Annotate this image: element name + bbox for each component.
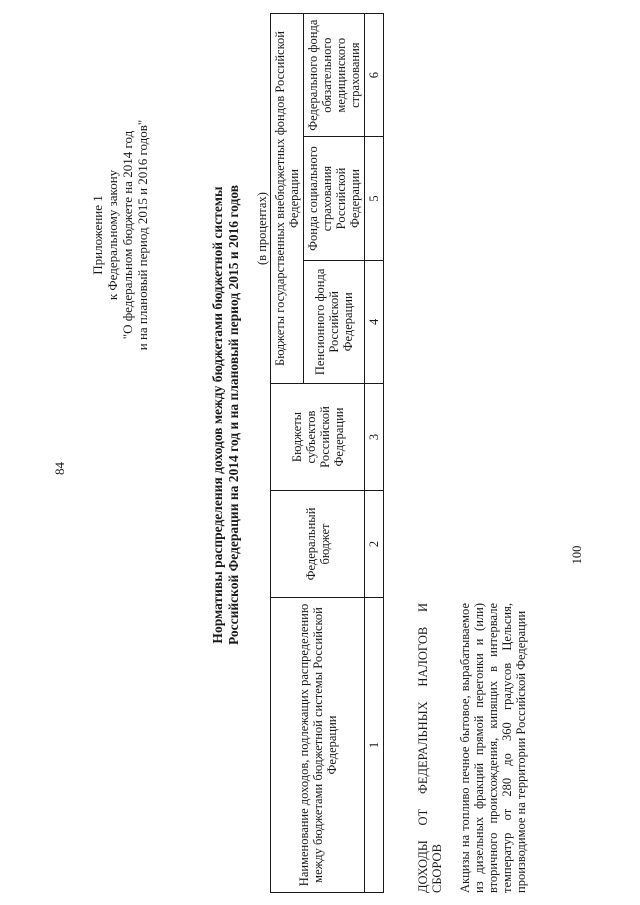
header-social-insurance-fund: Фонда социального страхования Российской Федерации bbox=[304, 137, 365, 260]
appendix-header bbox=[90, 25, 150, 445]
title-line-1: Нормативы распределения доходов между бюджетами бюджетной системы bbox=[210, 186, 225, 644]
column-number-row bbox=[365, 14, 384, 893]
title-line-2: Российской Федерации на 2014 год и на плановый период 2015 и 2016 годов bbox=[226, 184, 241, 646]
section-title: ДОХОДЫ ОТ ФЕДЕРАЛЬНЫХ НАЛОГОВ И СБОРОВ bbox=[416, 603, 444, 893]
header-income-name: Наименование доходов, подлежащих распределению между бюджетами бюджетной системы Российской Федерации bbox=[271, 598, 365, 893]
appendix-line-1: Приложение 1 bbox=[90, 195, 105, 275]
header-extrabudgetary-funds: Бюджеты государственных внебюджетных фондов Российской Федерации bbox=[271, 14, 304, 384]
appendix-line-4: и на плановый период 2015 и 2016 годов" bbox=[135, 119, 150, 351]
column-number: 5 bbox=[365, 137, 384, 260]
table-row-federal-value: 100 bbox=[570, 545, 584, 565]
column-number: 4 bbox=[365, 260, 384, 383]
header-pension-fund: Пенсионного фонда Российской Федерации bbox=[304, 260, 365, 383]
header-regional-budgets: Бюджеты субъектов Российской Федерации bbox=[271, 384, 365, 491]
table-row-name: Акцизы на топливо печное бытовое, вырабатываемое из дизельных фракций прямой перегонки и (или) вторичного происхождения, кипящих в интервале температур от 280 до 360 градусов Цельсия, производимое на территории Российской Федерации bbox=[458, 603, 528, 893]
document-title bbox=[210, 5, 242, 825]
unit-note: (в процентах) bbox=[255, 192, 269, 265]
column-number: 2 bbox=[365, 491, 384, 598]
table-body-rows bbox=[416, 603, 528, 893]
header-medical-insurance-fund: Федерального фонда обязательного медицинского страхования bbox=[304, 14, 365, 137]
page-number: 84 bbox=[52, 462, 67, 475]
header-row-top bbox=[271, 14, 304, 893]
header-federal-budget: Федеральный бюджет bbox=[271, 491, 365, 598]
appendix-line-2: к Федеральному закону bbox=[105, 169, 120, 301]
norms-table bbox=[270, 13, 384, 893]
column-number: 1 bbox=[365, 598, 384, 893]
column-number: 6 bbox=[365, 14, 384, 137]
column-number: 3 bbox=[365, 384, 384, 491]
appendix-line-3: "О федеральном бюджете на 2014 год bbox=[120, 130, 135, 340]
